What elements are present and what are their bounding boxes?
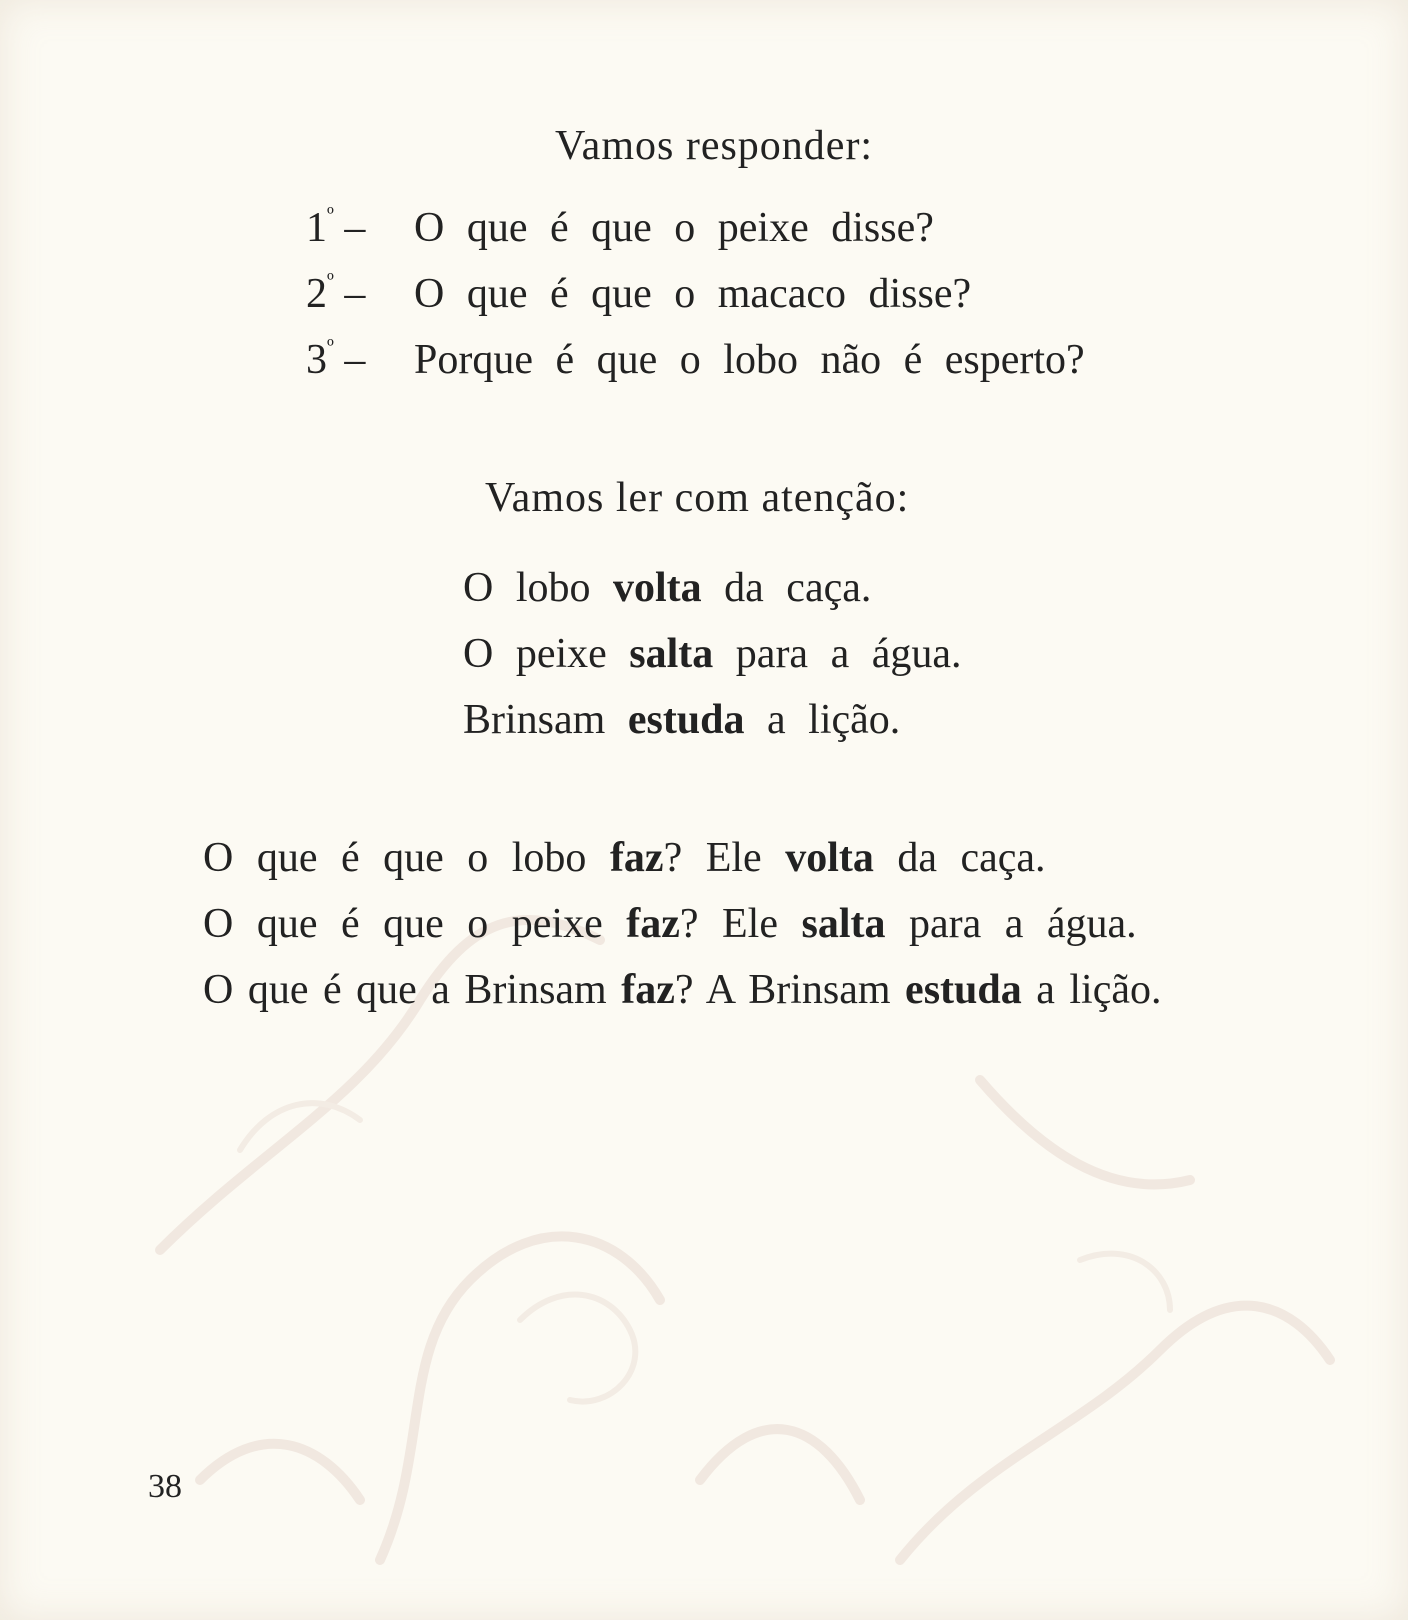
- sentence-3: Brinsam estuda a lição.: [463, 697, 901, 743]
- answer-line-2: O que é que o peixe faz? Ele salta para a água.: [203, 901, 1137, 947]
- verb-bold: volta: [613, 565, 702, 611]
- answer-line-3: O que é que a Brinsam faz? A Brinsam estuda a lição.: [203, 967, 1162, 1013]
- faz-bold: faz: [626, 901, 680, 947]
- page-number: 38: [148, 1468, 182, 1505]
- question-1: [306, 204, 934, 252]
- verb-bold: salta: [801, 901, 886, 947]
- answer-line-1: O que é que o lobo faz? Ele volta da caça.: [203, 835, 1046, 881]
- heading-vamos-responder: Vamos responder:: [555, 123, 874, 169]
- question-number: $3^º$ –: [306, 334, 366, 383]
- question-text: O que é que o peixe disse?: [414, 205, 934, 251]
- verb-bold: estuda: [905, 967, 1022, 1013]
- question-3: [306, 336, 1085, 384]
- sentence-2: O peixe salta para a água.: [463, 631, 962, 677]
- question-2: [306, 270, 971, 318]
- verb-bold: salta: [629, 631, 714, 677]
- faz-bold: faz: [621, 967, 675, 1013]
- verb-bold: volta: [785, 835, 874, 881]
- question-text: O que é que o macaco disse?: [414, 271, 972, 317]
- faz-bold: faz: [609, 835, 664, 881]
- sentence-1: O lobo volta da caça.: [463, 565, 872, 611]
- question-text: Porque é que o lobo não é esperto?: [414, 337, 1085, 383]
- question-number: $2^º$ –: [306, 268, 366, 317]
- question-number: $1^º$ –: [306, 202, 366, 251]
- verb-bold: estuda: [627, 697, 745, 743]
- heading-vamos-ler: Vamos ler com atenção:: [485, 475, 910, 521]
